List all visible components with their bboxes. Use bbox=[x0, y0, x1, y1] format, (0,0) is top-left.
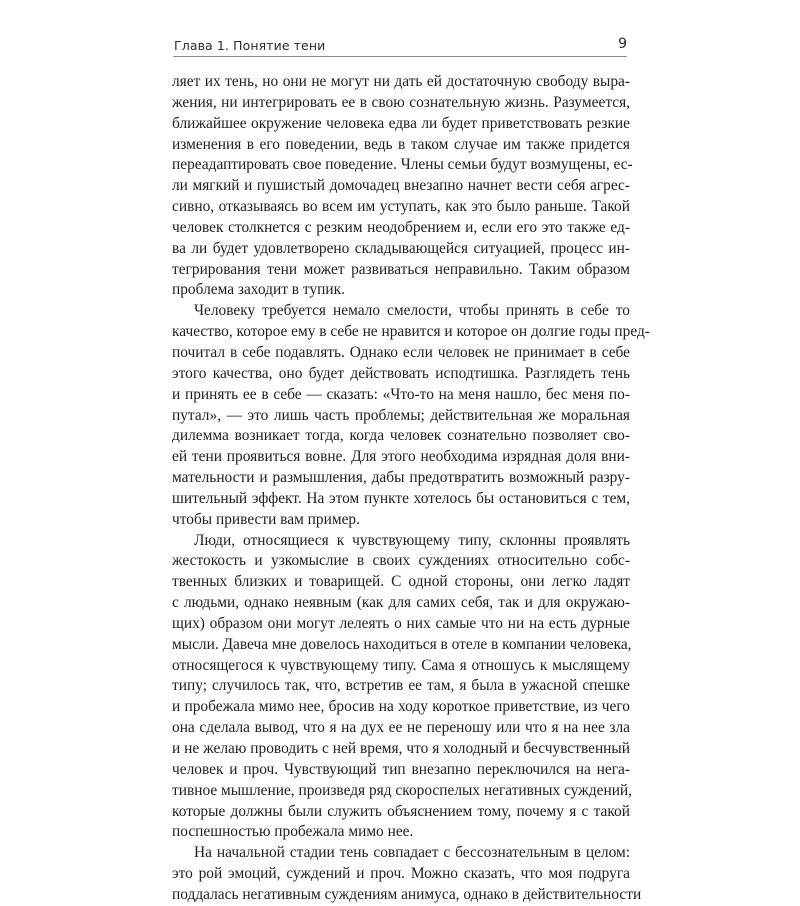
text-line: относящегося к чувствующему типу. Сама я отношусь к мыслящему bbox=[172, 656, 630, 674]
text-line: ляет их тень, но они не могут ни дать ей достаточную свободу выра- bbox=[172, 73, 630, 90]
chapter-title: Глава 1. Понятие тени bbox=[174, 38, 326, 53]
text-line: путал», — это лишь часть проблемы; действительная же моральная bbox=[172, 406, 630, 424]
text-line: мательности и размышления, дабы предотвратить возможный разру- bbox=[172, 469, 630, 487]
text-line: ли мягкий и пушистый домочадец внезапно начнет вести себя агрес- bbox=[172, 177, 630, 195]
text-line: проблема заходит в тупик. bbox=[172, 281, 345, 299]
text-line: ва ли будет удовлетворено складывающейся ситуацией, процесс ин- bbox=[172, 239, 630, 257]
text-line: Люди, относящиеся к чувствующему типу, склонны проявлять bbox=[194, 531, 630, 549]
text-line: поспешностью пробежала мимо нее. bbox=[172, 823, 414, 841]
text-line: жестокость и узкомыслие в своих суждениях относительно собс- bbox=[172, 552, 630, 570]
text-line: шительный эффект. На этом пункте хотелось бы остановиться с тем, bbox=[172, 489, 630, 507]
text-line: это рой эмоций, суждений и проч. Можно сказать, что моя подруга bbox=[172, 865, 630, 883]
text-line: тивное мышление, произведя ряд скороспелых негативных суждений, bbox=[172, 781, 633, 799]
text-line: и не желаю проводить с ней время, что я холодный и бесчувственный bbox=[172, 740, 630, 757]
text-line: На начальной стадии тень совпадает с бессознательным в целом: bbox=[194, 844, 630, 862]
text-line: ближайшее окружение человека едва ли будет приветствовать резкие bbox=[172, 114, 630, 132]
text-line: чтобы привести вам пример. bbox=[172, 510, 360, 528]
text-line: дилемма возникает тогда, когда человек сознательно позволяет сво- bbox=[172, 427, 630, 445]
text-line: ей тени проявиться вовне. Для этого необходима изрядная доля вни- bbox=[172, 448, 630, 466]
text-line: она сделала вывод, что я на дух ее не переношу или что я на нее зла bbox=[172, 719, 630, 737]
text-line: переадаптировать свое поведение. Члены семьи будут возмущены, ес- bbox=[172, 156, 633, 174]
text-line: человек и проч. Чувствующий тип внезапно переключился на нега- bbox=[172, 760, 630, 778]
text-line: и принять ее в себе — сказать: «Что-то на меня нашло, бес меня по- bbox=[172, 385, 630, 403]
text-line: и пробежала мимо нее, бросив на ходу короткое приветствие, из чего bbox=[172, 698, 630, 716]
text-line: жения, ни интегрировать ее в свою сознательную жизнь. Разумеется, bbox=[172, 93, 630, 111]
text-line: мысли. Давеча мне довелось находиться в отеле в компании человека, bbox=[172, 635, 632, 653]
text-line: качество, которое ему в себе не нравится и которое он долгие годы пред- bbox=[172, 323, 650, 341]
text-line: поддалась негативным суждениям анимуса, однако в действительности bbox=[172, 885, 642, 903]
text-line: сивно, отказываясь во всем им уступать, как это было раньше. Такой bbox=[172, 198, 630, 216]
body-text bbox=[172, 72, 650, 906]
text-line: человек столкнется с резким неодобрением и, если его это также ед- bbox=[172, 218, 630, 236]
page-number: 9 bbox=[618, 36, 627, 52]
running-header bbox=[173, 36, 627, 57]
text-line: щих) образом они могут лелеять о них самые что ни на есть дурные bbox=[172, 614, 630, 632]
text-line: типу; случилось так, что, встретив ее там, я была в ужасной спешке bbox=[172, 677, 630, 695]
text-line: почитал в себе подавлять. Однако если человек не принимает в себе bbox=[172, 343, 630, 361]
text-line: изменения в его поведении, ведь в таком случае им также придется bbox=[172, 135, 630, 153]
text-line: которые должны были служить объяснением тому, почему я с такой bbox=[172, 802, 630, 820]
text-line: твенных близких и товарищей. С одной стороны, они легко ладят bbox=[172, 573, 630, 591]
text-line: этого качества, оно будет действовать исподтишка. Разглядеть тень bbox=[172, 364, 630, 382]
text-line: с людьми, однако неявным (как для самих себя, так и для окружаю- bbox=[172, 594, 630, 612]
text-line: Человеку требуется немало смелости, чтобы принять в себе то bbox=[194, 302, 630, 320]
text-line: тегрирования тени может развиваться неправильно. Таким образом bbox=[172, 260, 630, 278]
